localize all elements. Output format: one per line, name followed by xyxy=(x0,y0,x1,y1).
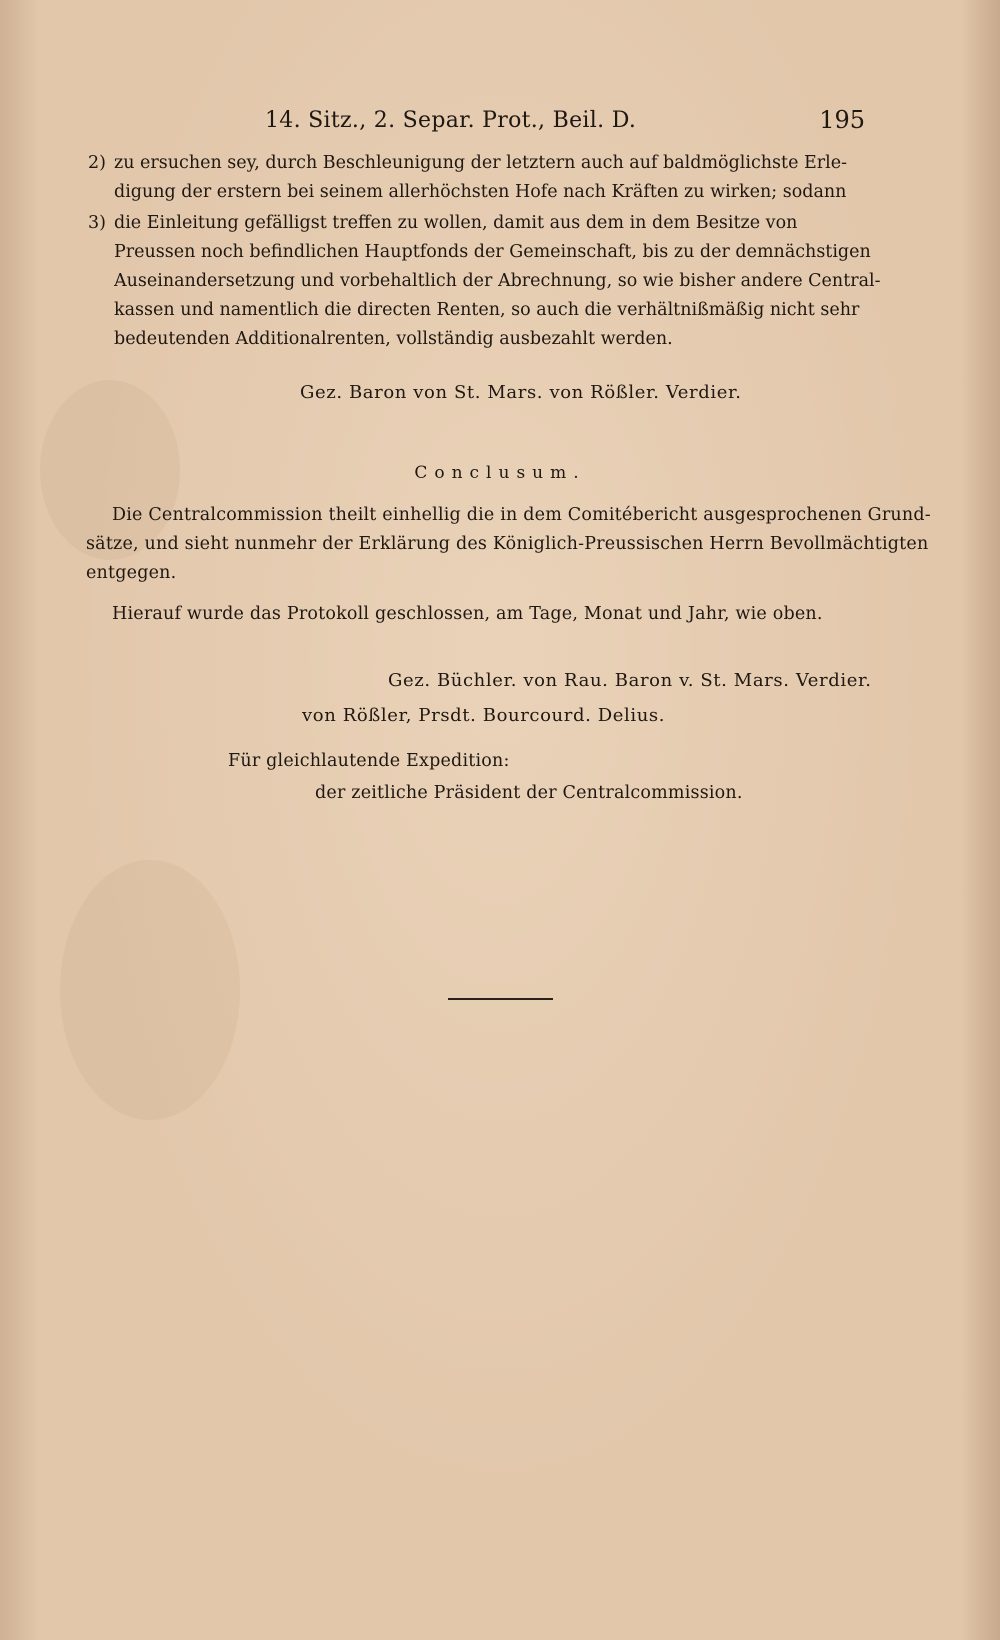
separator-rule xyxy=(448,998,553,1000)
item-line: zu ersuchen sey, durch Beschleunigung der letztern auch auf baldmöglichste Erle- xyxy=(114,153,847,173)
paper-stain xyxy=(60,860,240,1120)
item-number: 3) xyxy=(88,213,106,233)
item-line: die Einleitung gefälligst treffen zu wollen, damit aus dem in dem Besitze von xyxy=(114,213,798,233)
conclusum-line: entgegen. xyxy=(86,563,177,583)
item-line: kassen und namentlich die directen Renten, so auch die verhältnißmäßig nicht sehr xyxy=(114,300,860,320)
item-line: bedeutenden Additionalrenten, vollständig ausbezahlt werden. xyxy=(114,329,673,349)
item-line: Preussen noch befindlichen Hauptfonds der Gemeinschaft, bis zu der demnächstigen xyxy=(114,242,871,262)
item-line: Auseinandersetzung und vorbehaltlich der Abrechnung, so wie bisher andere Central- xyxy=(114,271,881,291)
running-title: 14. Sitz., 2. Separ. Prot., Beil. D. xyxy=(265,108,637,133)
conclusum-line: Die Centralcommission theilt einhellig die in dem Comitébericht ausgesprochenen Grund- xyxy=(112,505,931,525)
signature-block: Gez. Baron von St. Mars. von Rößler. Verdier. xyxy=(300,382,742,403)
conclusum-heading: Conclusum. xyxy=(414,463,586,483)
expedition-signer: der zeitliche Präsident der Centralcommission. xyxy=(315,783,743,803)
closing-line: Hierauf wurde das Protokoll geschlossen, am Tage, Monat und Jahr, wie oben. xyxy=(112,604,823,624)
page-number: 195 xyxy=(819,106,865,134)
conclusum-line: sätze, und sieht nunmehr der Erklärung des Königlich-Preussischen Herrn Bevollmächtigten xyxy=(86,534,929,554)
signature-line: Gez. Büchler. von Rau. Baron v. St. Mars. Verdier. xyxy=(388,670,872,691)
item-number: 2) xyxy=(88,153,106,173)
expedition-label: Für gleichlautende Expedition: xyxy=(228,751,510,771)
signature-line: von Rößler, Prsdt. Bourcourd. Delius. xyxy=(302,705,666,726)
page-header xyxy=(265,102,865,142)
item-line: digung der erstern bei seinem allerhöchsten Hofe nach Kräften zu wirken; sodann xyxy=(114,182,847,202)
